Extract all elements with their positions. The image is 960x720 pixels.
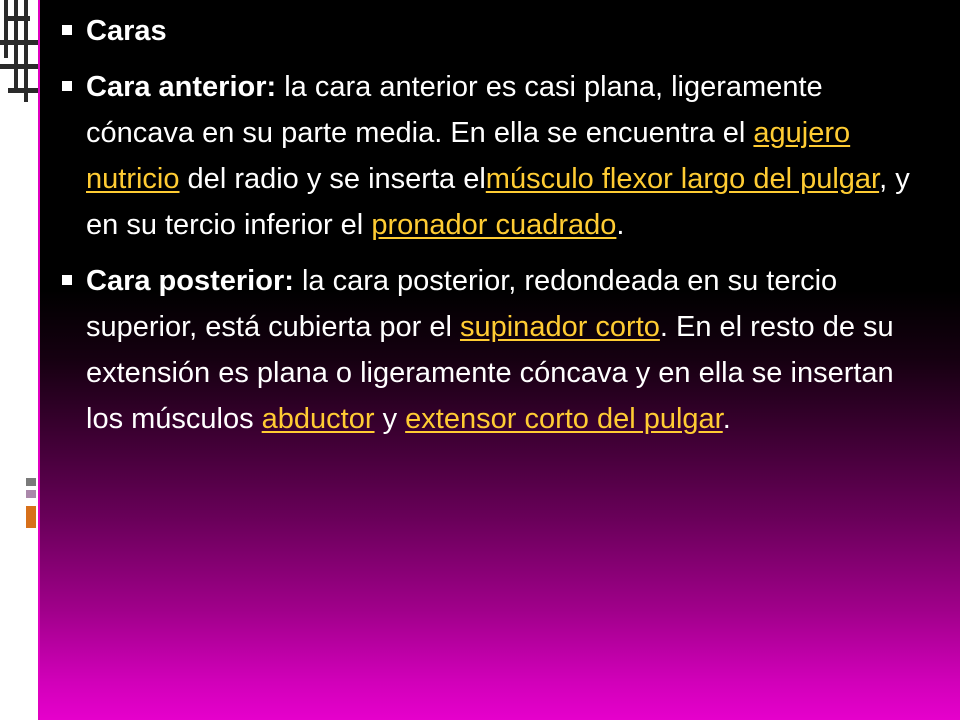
decorative-block-mauve [26, 490, 36, 498]
body-text: . [616, 209, 625, 241]
term-label: Cara anterior: [86, 71, 277, 103]
decorative-block-orange [26, 506, 36, 528]
body-text: . En el resto de su extensión es plana o ligeramente cóncava y en ella se insertan los músculos [86, 311, 894, 435]
body-text: del radio y se inserta el [179, 163, 486, 195]
link-extensor-corto-del-pulgar[interactable]: extensor corto del pulgar [405, 403, 723, 435]
square-bullet-icon [62, 25, 72, 35]
deco-horizontal-bar [8, 88, 38, 93]
link-abductor[interactable]: abductor [261, 403, 375, 435]
decorative-block-gray [26, 478, 36, 486]
deco-vertical-bar [4, 0, 8, 58]
body-text: la cara posterior, redondeada en su tercio superior, está cubierta por el [86, 265, 838, 343]
bullet-heading: Caras [86, 15, 167, 47]
bullet-item-cara-posterior [58, 258, 938, 442]
link-supinador-corto[interactable]: supinador corto [459, 311, 660, 343]
square-bullet-icon [62, 275, 72, 285]
body-text: . [722, 403, 731, 435]
deco-horizontal-bar [0, 40, 38, 45]
left-edge-line [38, 0, 40, 720]
decorative-ruled-block [0, 0, 38, 102]
deco-horizontal-bar [0, 64, 38, 69]
body-text: la cara anterior es casi plana, ligeramente cóncava en su parte media. En ella se encuentra el [86, 71, 823, 149]
deco-vertical-bar [14, 0, 18, 90]
body-text: y [374, 403, 406, 435]
left-margin-strip [0, 0, 38, 720]
link-musculo-flexor-largo-del-pulgar[interactable]: músculo flexor largo del pulgar [485, 163, 880, 195]
link-agujero-nutricio[interactable]: agujero nutricio [86, 117, 851, 195]
body-text: , y en su tercio inferior el [86, 163, 910, 241]
deco-horizontal-bar [8, 16, 30, 21]
bullet-item-cara-anterior [58, 64, 938, 248]
square-bullet-icon [62, 81, 72, 91]
term-label: Cara posterior: [86, 265, 294, 297]
bullet-item-caras [58, 8, 938, 54]
slide-content [58, 8, 938, 452]
link-pronador-cuadrado[interactable]: pronador cuadrado [371, 209, 617, 241]
